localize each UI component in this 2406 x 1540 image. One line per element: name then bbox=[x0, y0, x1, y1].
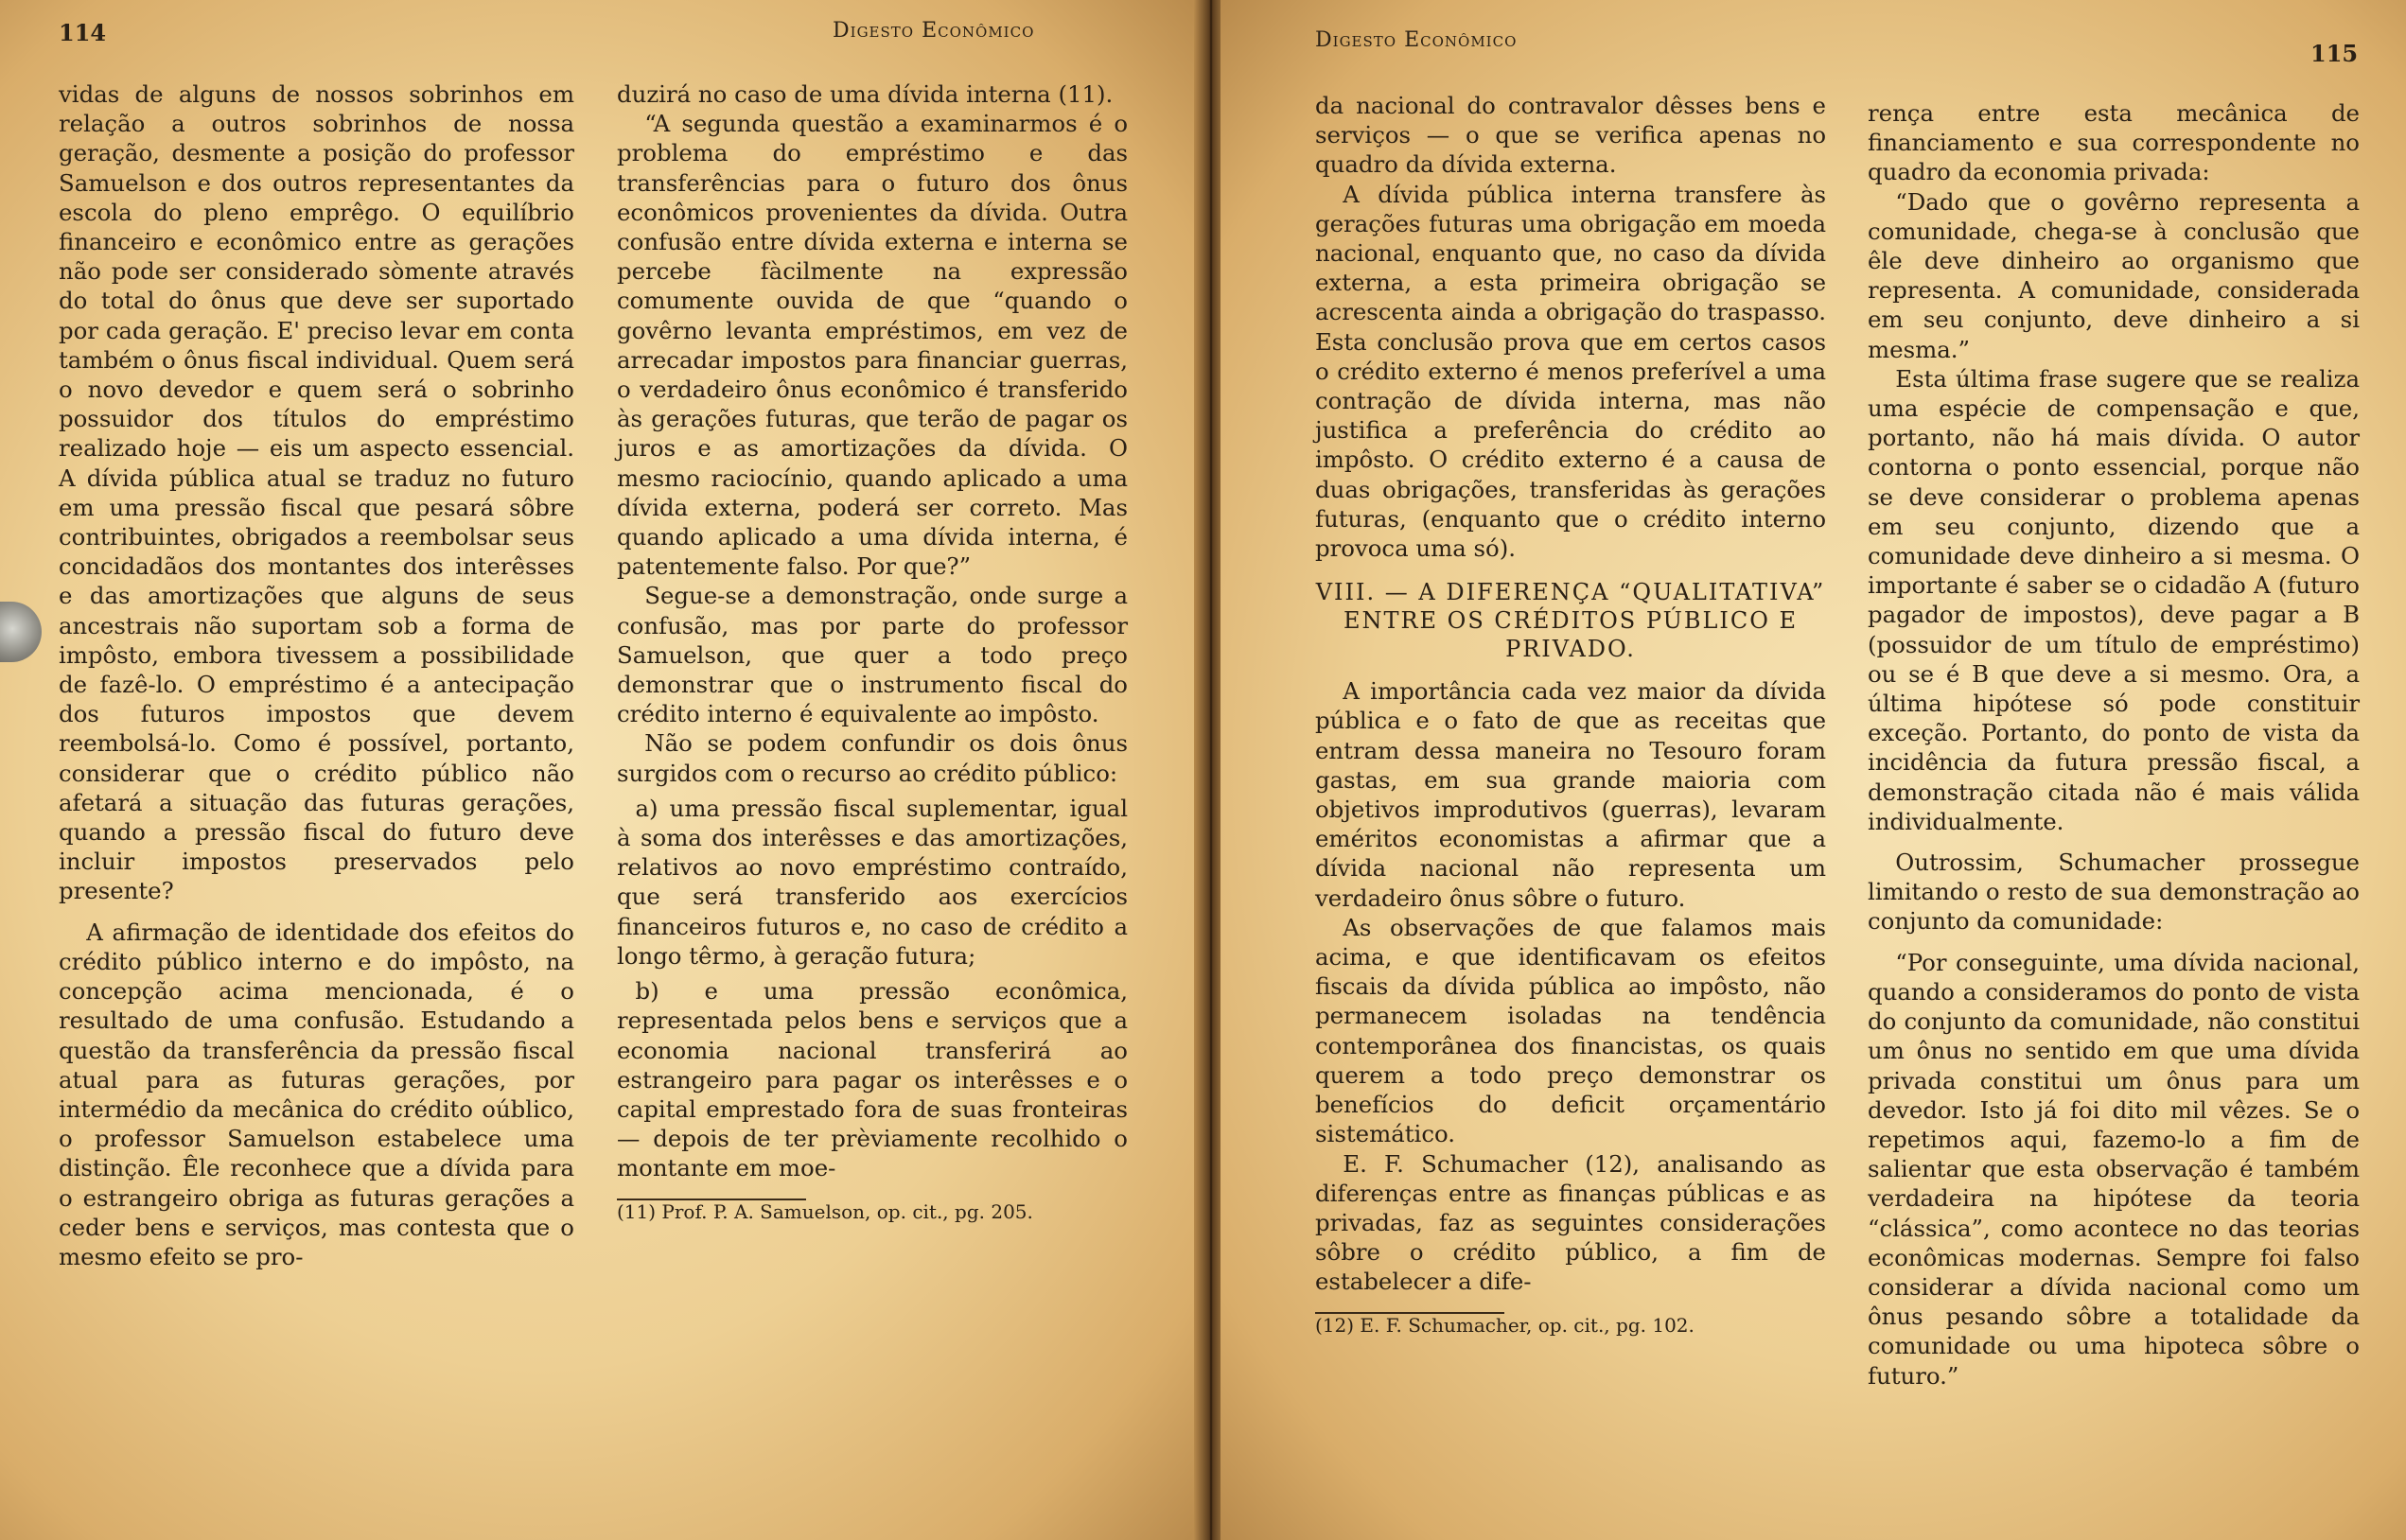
section-title: VIII. — A DIFERENÇA “QUALITATIVA” ENTRE OS CRÉDITOS PÚBLICO E PRIVADO. bbox=[1315, 579, 1826, 663]
quotation: “Por conseguinte, uma dívida nacional, quando a consideramos do ponto de vista do conjunto da comunidade, não constitui um ônus no sentido em que uma dívida privada constitui um ônus para um devedor. Isto já foi dito mil vêzes. Se o repetimos aqui, fazemo-lo a fim de salientar que esta observação é também verdadeira na hipótese da teoria “clássica”, como acontece no das teorias econômicas modernas. Sempre foi falso considerar a dívida nacional como um ônus pesando sôbre a totalidade da comunidade ou uma hipoteca sôbre o futuro.” bbox=[1868, 948, 2360, 1390]
paragraph: Não se podem confundir os dois ônus surgidos com o recurso ao crédito público: bbox=[617, 729, 1128, 787]
running-head-right: Digesto Econômico bbox=[1315, 28, 1518, 52]
paragraph: duzirá no caso de uma dívida interna (11). bbox=[617, 80, 1114, 108]
paragraph: Segue-se a demonstração, onde surge a confusão, mas por parte do professor Samuelson, que quer a todo preço demonstrar que o instrumento fiscal do crédito interno é equivalente ao impôsto. bbox=[617, 582, 1128, 728]
right-column-1 bbox=[1315, 91, 1826, 1337]
left-column-1 bbox=[59, 79, 574, 1271]
page-number-left: 114 bbox=[59, 19, 107, 46]
list-item: a) uma pressão fiscal suplementar, igual à soma dos interêsses e das amortizações, relativos ao novo empréstimo contraído, que será transferido aos exercícios financeiros futuros e, no caso de crédito a longo têrmo, à geração futura; bbox=[617, 794, 1128, 970]
page-number-right: 115 bbox=[2310, 40, 2359, 67]
footnote: (12) E. F. Schumacher, op. cit., pg. 102. bbox=[1315, 1313, 1695, 1337]
paragraph: A afirmação de identidade dos efeitos do crédito público interno e do impôsto, na concepção acima mencionada, é o resultado de uma confusão. Estudando a questão da transferência da pressão fiscal atual para as futuras gerações, por intermédio da mecânica do crédito oúblico, o professor Samuelson estabelece uma distinção. Êle reconhece que a dívida para o estrangeiro obriga as futuras gerações a ceder bens e serviços, mas contesta que o mesmo efeito se pro- bbox=[59, 918, 574, 1270]
right-column-2 bbox=[1868, 98, 2360, 1391]
list-item: b) e uma pressão econômica, representada pelos bens e serviços que a economia nacional transferirá ao estrangeiro para pagar os interêsses e o capital emprestado fora de suas fronteiras — depois de ter prèviamente recolhido o montante em moe- bbox=[617, 977, 1128, 1182]
paragraph: rença entre esta mecânica de financiamento e sua correspondente no quadro da economia privada: bbox=[1868, 99, 2360, 186]
paragraph: A importância cada vez maior da dívida pública e o fato de que as receitas que entram dessa maneira no Tesouro foram gastas, em sua grande maioria com objetivos improdutivos (guerras), levaram eméritos economistas a afirmar que a dívida nacional não representa um verdadeiro ônus sôbre o futuro. bbox=[1315, 677, 1826, 912]
paragraph: E. F. Schumacher (12), analisando as diferenças entre as finanças públicas e as privadas, faz as seguintes considerações sôbre o crédito público, a fim de estabelecer a dife- bbox=[1315, 1149, 1826, 1296]
right-page bbox=[1221, 0, 2406, 1540]
left-page bbox=[0, 0, 1202, 1540]
footnote: (11) Prof. P. A. Samuelson, op. cit., pg. 205. bbox=[617, 1199, 1033, 1223]
paragraph: vidas de alguns de nossos sobrinhos em relação a outros sobrinhos de nossa geração, desmente a posição do professor Samuelson e dos outros representantes da escola do pleno emprêgo. O equilíbrio financeiro e econômico entre as gerações não pode ser considerado sòmente através do total do ônus que deve ser suportado por cada geração. E' preciso levar em conta também o ônus fiscal individual. Quem será o novo devedor e quem será o sobrinho possuidor dos títulos do empréstimo realizado hoje — eis um aspecto essencial. A dívida pública atual se traduz no futuro em uma pressão fiscal que pesará sôbre contribuintes, obrigados a reembolsar seus concidadãos dos montantes dos interêsses e das amortizações que alguns de seus ancestrais não suportam sob a forma de impôsto, embora tivessem a possibilidade de fazê-lo. O empréstimo é a antecipação dos futuros impostos que devem reembolsá-lo. Como é possível, portanto, considerar que o crédito público não afetará a situação das futuras gerações, quando a pressão fiscal do futuro deve incluir impostos preservados pelo presente? bbox=[59, 80, 574, 905]
paragraph: As observações de que falamos mais acima, e que identificavam os efeitos fiscais da dívida pública ao impôsto, não permanecem isoladas na tendência contemporânea dos financistas, os quais querem a todo preço demonstrar os benefícios do deficit orçamentário sistemático. bbox=[1315, 913, 1826, 1148]
quotation: “A segunda questão a examinarmos é o problema do empréstimo e das transferências para o futuro dos ônus econômicos provenientes da dívida. Outra confusão entre dívida externa e interna se percebe fàcilmente na expressão comumente ouvida de que “quando o govêrno levanta empréstimos, em vez de arrecadar impostos para financiar guerras, o verdadeiro ônus econômico é transferido às gerações futuras, que terão de pagar os juros e as amortizações da dívida. O mesmo raciocínio, quando aplicado a uma dívida externa, poderá ser correto. Mas quando aplicado a uma dívida interna, é patentemente falso. Por que?” bbox=[617, 110, 1128, 581]
binder-clip-icon bbox=[0, 602, 42, 662]
quotation: “Dado que o govêrno representa a comunidade, chega-se à conclusão que êle deve dinheiro ao organismo que representa. A comunidade, considerada em seu conjunto, deve dinheiro a si mesma.” bbox=[1868, 187, 2360, 363]
paragraph: da nacional do contravalor dêsses bens e serviços — o que se verifica apenas no quadro da dívida externa. bbox=[1315, 92, 1826, 179]
running-head-left: Digesto Econômico bbox=[833, 19, 1035, 43]
paragraph: A dívida pública interna transfere às gerações futuras uma obrigação em moeda nacional, enquanto que, no caso da dívida externa, a esta primeira obrigação se acrescenta ainda a obrigação do traspasso. Esta conclusão prova que em certos casos o crédito externo é menos preferível a uma contração de dívida interna, mas não justifica a preferência do crédito ao impôsto. O crédito externo é a causa de duas obrigações, transferidas às gerações futuras, (enquanto que o crédito interno provoca uma só). bbox=[1315, 180, 1826, 563]
paragraph: Esta última frase sugere que se realiza uma espécie de compensação e que, portanto, não há mais dívida. O autor contorna o ponto essencial, porque não se deve considerar o problema apenas em seu conjunto, dizendo que a comunidade deve dinheiro a si mesma. O importante é saber se o cidadão A (futuro pagador de impostos), deve pagar a B (possuidor de um título de empréstimo) ou se é B que deve a si mesmo. Ora, a última hipótese só pode constituir exceção. Portanto, do ponto de vista da incidência da futura pressão fiscal, a demonstração citada não é mais válida individualmente. bbox=[1868, 364, 2360, 835]
left-column-2 bbox=[617, 79, 1128, 1223]
paragraph: Outrossim, Schumacher prossegue limitando o resto de sua demonstração ao conjunto da comunidade: bbox=[1868, 849, 2360, 936]
